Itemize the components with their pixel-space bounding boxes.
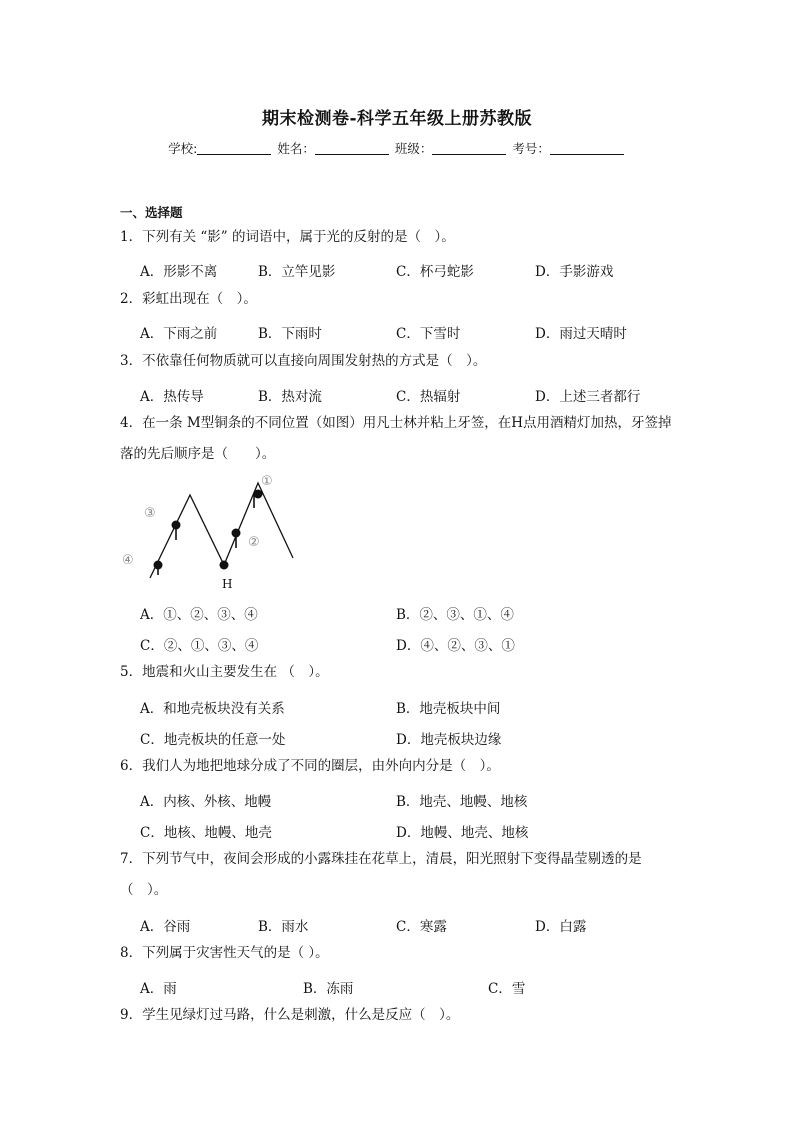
question-7: 7．下列节气中，夜间会形成的小露珠挂在花草上，清晨，阳光照射下变得晶莹剔透的是（ ）。	[120, 851, 642, 898]
question-9: 9．学生见绿灯过马路，什么是刺激，什么是反应（ ）。	[120, 1007, 460, 1023]
label-h: H	[222, 577, 233, 591]
option-c[interactable]: C．地核、地幔、地壳	[140, 825, 272, 841]
m-shaped-copper-strip-figure	[118, 470, 308, 595]
option-c[interactable]: C．寒露	[396, 919, 447, 935]
label-1: ①	[261, 474, 273, 489]
question-4: 4．在一条 M型铜条的不同位置（如图）用凡士林并粘上牙签，在H点用酒精灯加热，牙签掉落的先后顺序是（ ）。	[120, 415, 672, 462]
option-a[interactable]: A．雨	[140, 981, 177, 997]
option-d[interactable]: D．白露	[535, 919, 587, 935]
option-b[interactable]: B．热对流	[258, 389, 322, 405]
option-b[interactable]: B．地壳、地幔、地核	[396, 794, 528, 810]
option-c[interactable]: C．杯弓蛇影	[396, 264, 474, 280]
option-b[interactable]: B．地壳板块中间	[396, 701, 501, 717]
number-blank[interactable]	[550, 142, 624, 155]
student-info	[0, 139, 794, 157]
number-label: 考号：	[512, 141, 550, 156]
option-c[interactable]: C．下雪时	[396, 326, 461, 342]
option-d[interactable]: D．地幔、地壳、地核	[396, 825, 529, 841]
option-c[interactable]: C．雪	[488, 981, 526, 997]
class-label: 班级：	[394, 141, 433, 156]
question-3: 3．不依靠任何物质就可以直接向周围发射热的方式是（ ）。	[120, 353, 487, 369]
name-blank[interactable]	[315, 142, 389, 155]
question-1: 1．下列有关 “影” 的词语中，属于光的反射的是（ ）。	[120, 229, 455, 245]
question-5: 5．地震和火山主要发生在 （ ）。	[120, 664, 329, 680]
school-blank[interactable]	[197, 142, 271, 155]
question-6: 6．我们人为地把地球分成了不同的圈层，由外向内分是（ ）。	[120, 758, 500, 774]
label-2: ②	[248, 535, 260, 550]
option-d[interactable]: D．④、②、③、①	[396, 638, 515, 654]
option-c[interactable]: C．地壳板块的任意一处	[140, 732, 286, 748]
option-a[interactable]: A．热传导	[140, 389, 204, 405]
toothpick-4	[154, 561, 163, 576]
toothpick-1	[254, 490, 263, 509]
label-4: ④	[122, 553, 134, 568]
option-a[interactable]: A．内核、外核、地幔	[140, 794, 272, 810]
question-2: 2．彩虹出现在（ ）。	[120, 291, 257, 307]
option-b[interactable]: B．雨水	[258, 919, 309, 935]
option-d[interactable]: D．雨过天晴时	[535, 326, 627, 342]
option-c[interactable]: C．热辐射	[396, 389, 461, 405]
option-a[interactable]: A．形影不离	[140, 264, 218, 280]
option-b[interactable]: B．冻雨	[303, 981, 354, 997]
heat-point-h	[220, 561, 229, 570]
page-title: 期末检测卷-科学五年级上册苏教版	[261, 109, 533, 129]
option-d[interactable]: D．上述三者都行	[535, 389, 641, 405]
section-heading: 一、选择题	[120, 205, 183, 220]
option-a[interactable]: A．和地壳板块没有关系	[140, 701, 285, 717]
option-a[interactable]: A．①、②、③、④	[140, 607, 258, 623]
label-3: ③	[144, 506, 156, 521]
class-blank[interactable]	[432, 142, 506, 155]
option-b[interactable]: B．②、③、①、④	[396, 607, 514, 623]
option-b[interactable]: B．下雨时	[258, 326, 322, 342]
option-d[interactable]: D．地壳板块边缘	[396, 732, 502, 748]
question-8: 8．下列属于灾害性天气的是（ ）。	[120, 945, 329, 961]
option-a[interactable]: A．谷雨	[140, 919, 191, 935]
option-c[interactable]: C．②、①、③、④	[140, 638, 259, 654]
school-label: 学校:	[168, 141, 198, 156]
option-d[interactable]: D．手影游戏	[535, 264, 614, 280]
name-label: 姓名：	[277, 141, 315, 156]
option-b[interactable]: B．立竿见影	[258, 264, 336, 280]
option-a[interactable]: A．下雨之前	[140, 326, 218, 342]
